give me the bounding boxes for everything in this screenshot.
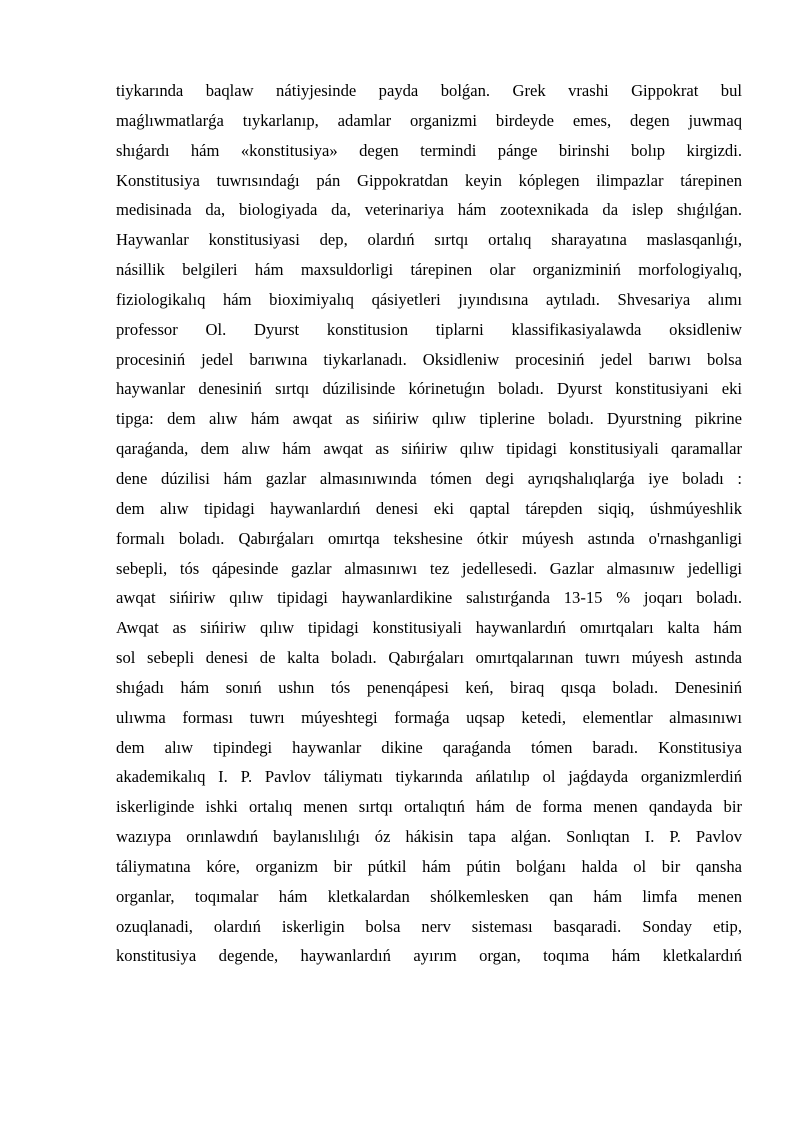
text-line: medisinada da, biologiyada da, veterinariya hám zootexnikada da islep shıǵılǵan.: [116, 200, 742, 220]
text-line: haywanlar denesiniń sırtqı dúzilisinde kórinetuǵın boladı. Dyurst konstitusiyani eki: [116, 379, 742, 399]
text-line: dem alıw tipindegi haywanlar dikine qaraǵanda tómen baradı. Konstitusiya: [116, 737, 742, 757]
text-line: formalı boladı. Qabırǵaları omırtqa tekshesine ótkir múyesh astında o'rnashganligi: [116, 528, 742, 548]
text-line: dene dúzilisi hám gazlar almasınıwında tómen degi ayrıqshalıqlarǵa iye boladı :: [116, 468, 742, 488]
text-line: sol sebepli denesi de kalta boladı. Qabırǵaları omırtqalarınan tuwrı múyesh astında: [116, 648, 742, 668]
text-line: Konstitusiya tuwrısındaǵı pán Gippokratdan keyin kóplegen ilimpazlar tárepinen: [116, 170, 742, 190]
text-line: professor Ol. Dyurst konstitusion tiplarni klassifikasiyalawda oksidleniw: [116, 319, 742, 339]
document-body: [116, 76, 742, 971]
text-line: akademikalıq I. P. Pavlov táliymatı tiykarında ańlatılıp ol jaǵdayda organizmlerdiń: [116, 767, 742, 787]
text-line: awqat sińiriw qılıw tipidagi haywanlardikine salıstırǵanda 13-15 % joqarı boladı.: [116, 588, 742, 608]
text-line: ulıwma forması tuwrı múyeshtegi formaǵa uqsap ketedi, elementlar almasınıwı: [116, 707, 742, 727]
text-line: maǵlıwmatlarǵa tıykarlanıp, adamlar organizmi birdeyde emes, degen juwmaq: [116, 110, 742, 130]
text-line: tipga: dem alıw hám awqat as sińiriw qılıw tiplerine boladı. Dyurstning pikrine: [116, 409, 742, 429]
text-line: Haywanlar konstitusiyasi dep, olardıń sırtqı ortalıq sharayatına maslasqanlıǵı,: [116, 230, 742, 250]
text-line: tiykarında baqlaw nátiyjesinde payda bolǵan. Grek vrashi Gippokrat bul: [116, 81, 742, 100]
text-line: dem alıw tipidagi haywanlardıń denesi eki qaptal tárepden siqiq, úshmúyeshlik: [116, 498, 742, 518]
text-line: qaraǵanda, dem alıw hám awqat as sińiriw qılıw tipidagi konstitusiyali qaramallar: [116, 439, 742, 459]
text-line: organlar, toqımalar hám kletkalardan shólkemlesken qan hám limfa menen: [116, 886, 742, 906]
text-line: ozuqlanadi, olardıń iskerligin bolsa nerv sisteması basqaradi. Sonday etip,: [116, 916, 742, 936]
text-line: fiziologikalıq hám bioximiyalıq qásiyetleri jıyındısına aytıladı. Shvesariya alımı: [116, 289, 742, 309]
text-line: iskerliginde ishki ortalıq menen sırtqı ortalıqtıń hám de forma menen qandayda bir: [116, 797, 742, 817]
text-line: násillik belgileri hám maxsuldorligi tárepinen olar organizminiń morfologiyalıq,: [116, 260, 742, 280]
text-line: shıǵardı hám «konstitusiya» degen termindi pánge birinshi bolıp kirgizdi.: [116, 140, 742, 160]
text-line: Awqat as sińiriw qılıw tipidagi konstitusiyali haywanlardıń omırtqaları kalta hám: [116, 618, 742, 638]
text-line: wazıypa orınlawdıń baylanıslılıǵı óz hákisin tapa alǵan. Sonlıqtan I. P. Pavlov: [116, 827, 742, 847]
text-line: procesiniń jedel barıwına tiykarlanadı. Oksidleniw procesiniń jedel barıwı bolsa: [116, 349, 742, 369]
text-line: konstitusiya degende, haywanlardıń ayırım organ, toqıma hám kletkalardıń: [116, 946, 742, 966]
text-line: shıǵadı hám sonıń ushın tós penenqápesi keń, biraq qısqa boladı. Denesiniń: [116, 677, 742, 697]
text-line: táliymatına kóre, organizm bir pútkil hám pútin bolǵanı halda ol bir qansha: [116, 856, 742, 876]
text-line: sebepli, tós qápesinde gazlar almasınıwı tez jedellesedi. Gazlar almasınıw jedelligi: [116, 558, 742, 578]
